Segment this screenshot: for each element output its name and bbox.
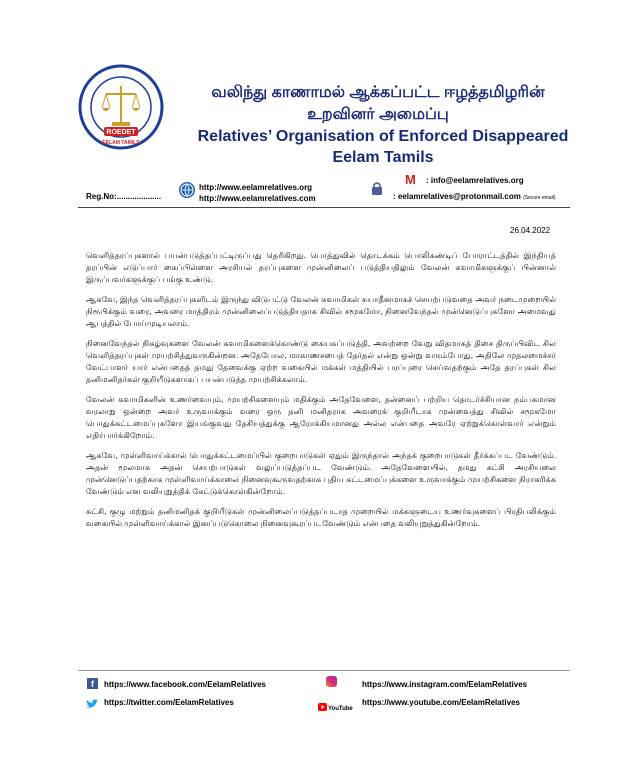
paragraph-4: வேலன் சுவாமிகளின் உணர்வையும், முயற்சிகளையும் மதிக்கும் அதேவேளை, தன்னைப் பற்றிய தொடர்ச்சியான நம்பகமான வரலாறு ஒன்றை அவர் உருவாக்கும் வரை ஒரு தனி மனிதராக அவரைக் குறியீடாக முன்வைத்து சிவில் சமூகமோ பொதுக்கட்டமைப்புகளோ இயங்குவது தேசியத்துக்கு ஆரோக்கியமானது அல்ல என்பதை அவரே ஏற்றுக்கொள்வார் என்றும் எதிர்பார்க்கிறோம். (86, 395, 556, 440)
secure-email-note: (Secure email) (523, 195, 556, 201)
organisation-logo (78, 64, 164, 150)
paragraph-1: வெளித்தரப்புகளால் பயன்படுத்தப்பட்டிருப்பது தெரிகிறது. பொத்துவில் தொடக்கம் பொலிகண்டிப் போராட்டத்தில் இந்தியத் தரப்பின் எடுப்பார் கைப்பிள்ளை அரசியல் தரப்புகளை முன்னிலைப் படுத்தியதிலும் வேலன் சுவாமிகளுக்குப் பின்னால் இருப்பவர்களுக்குப் பங்கு உண்டு. (86, 251, 556, 284)
document-date: 26.04.2022 (510, 226, 551, 235)
org-name-tamil (188, 82, 568, 126)
footer-divider (78, 670, 570, 671)
org-name-english-line2: Eelam Tamils (332, 149, 434, 166)
org-name-english (178, 126, 588, 168)
globe-icon (179, 182, 195, 198)
website-link-com[interactable]: http://www.eelamrelatives.com (199, 194, 316, 203)
website-link-org[interactable]: http://www.eelamrelatives.org (199, 183, 313, 192)
protonmail-icon (369, 180, 385, 198)
protonmail-email[interactable]: : eelamrelatives@protonmail.com (393, 192, 521, 201)
reg-no: Reg.No:.................... (86, 192, 162, 201)
org-name-tamil-line2: உறவினர் அமைப்பு (307, 106, 449, 123)
website-links (199, 182, 316, 204)
youtube-link[interactable]: https://www.youtube.com/EelamRelatives (362, 698, 520, 707)
paragraph-3: நினைவேந்தல் நிகழ்வுகளை வேலன் சுவாமிகளைக்கொண்டு கையகப்படுத்தி, அவற்றை வேறு விதமாகத் திசை திருப்பிவிட சில வெளித்தரப்புகள் முயற்சித்துவருகின்றன. அதேபோல, மாகாணசபைத் தேர்தல் என்று ஒன்று வரும்போது, அதிலே முதலமைச்சர் வேட்பாளர் யார் என்பதைத் தமது தேவைக்கு ஏற்ற வகையில் மக்கள் மத்தியில் பரப்புரை செய்வதற்கும் அதே தரப்புகள் சில தனிமனிதர்கள் குறியீடுகளாகப் பயன்படுத்த முயற்சிக்கலாம். (86, 339, 556, 384)
protonmail-address[interactable] (393, 192, 556, 201)
statement-body (86, 250, 556, 538)
email-address[interactable]: : info@eelamrelatives.org (426, 176, 524, 185)
facebook-icon: f (87, 678, 98, 689)
paragraph-6: கட்சி, குழு மற்றும் தனிமனிதக் குறியீடுகள் முன்னிலைப்படுத்தப்படாத முறையில் மக்களுடைய உணர்வுகளைப் பிரதிபலிக்கும் வகையில் முள்ளிவாய்க்கால் இனப்படுகொலை நினைவுகூரப்படவேண்டும் என்பதை வலியுறுத்துகின்றோம். (86, 507, 556, 528)
logo-bottom-text: EELAM TAMILS (102, 140, 140, 146)
paragraph-2: ஆகவே, இந்த வெளித்தரப்புகளிடம் இருந்து விடுபட்டு வேலன் சுவாமிகள் சுயாதீனமாகச் செயற்படுவதை அவர் நடைமுறையில் நிரூபிக்கும் வரை, அவரை மாத்திரம் முன்னிலைப்படுத்தியதாக சிவில் சமூகமோ, நினைவேந்தல் முன்னெடுப்புகளோ அமைவது ஆபத்தில் போய்முடியலாம். (86, 295, 556, 328)
instagram-link[interactable]: https://www.instagram.com/EelamRelatives (362, 680, 528, 689)
header-divider (78, 207, 570, 208)
svg-text:YouTube: YouTube (328, 706, 353, 712)
twitter-link[interactable]: https://twitter.com/EelamRelatives (104, 698, 234, 707)
org-name-tamil-line1: வலிந்து காணாமல் ஆக்கப்பட்ட ஈழத்தமிழரின் (211, 84, 545, 101)
logo-center-text: ROEDET (106, 129, 136, 136)
facebook-link[interactable]: https://www.facebook.com/EelamRelatives (104, 680, 266, 689)
gmail-icon: M (405, 172, 416, 187)
org-name-english-line1: Relatives’ Organisation of Enforced Disappeared (197, 128, 569, 145)
twitter-icon (86, 696, 98, 706)
instagram-icon (326, 676, 337, 687)
paragraph-5: ஆகவே, முள்ளிவாய்க்கால் பொதுக்கட்டமைப்பில் குறைபாடுகள் ஏதும் இருந்தால் அந்தக் குறைபாடுகள் தீர்க்கப்பட வேண்டும். அதன் மூலமாக அதன் செயற்பாடுகள் வலுப்படுத்தப்பட வேண்டும். அதேவேளையில், தமது கட்சி அரசியலை முன்னெடுப்பதற்காக முள்ளிவாய்க்காலை நினைவுகூருவதற்காக புதிய கட்டமைப்புக்களை உருவாக்கும் முயற்சிகளை நிராகரிக்க வேண்டும் என வலியுறுத்திக் கேட்டுக்கொள்கின்றோம். (86, 451, 556, 496)
youtube-icon (318, 698, 353, 712)
